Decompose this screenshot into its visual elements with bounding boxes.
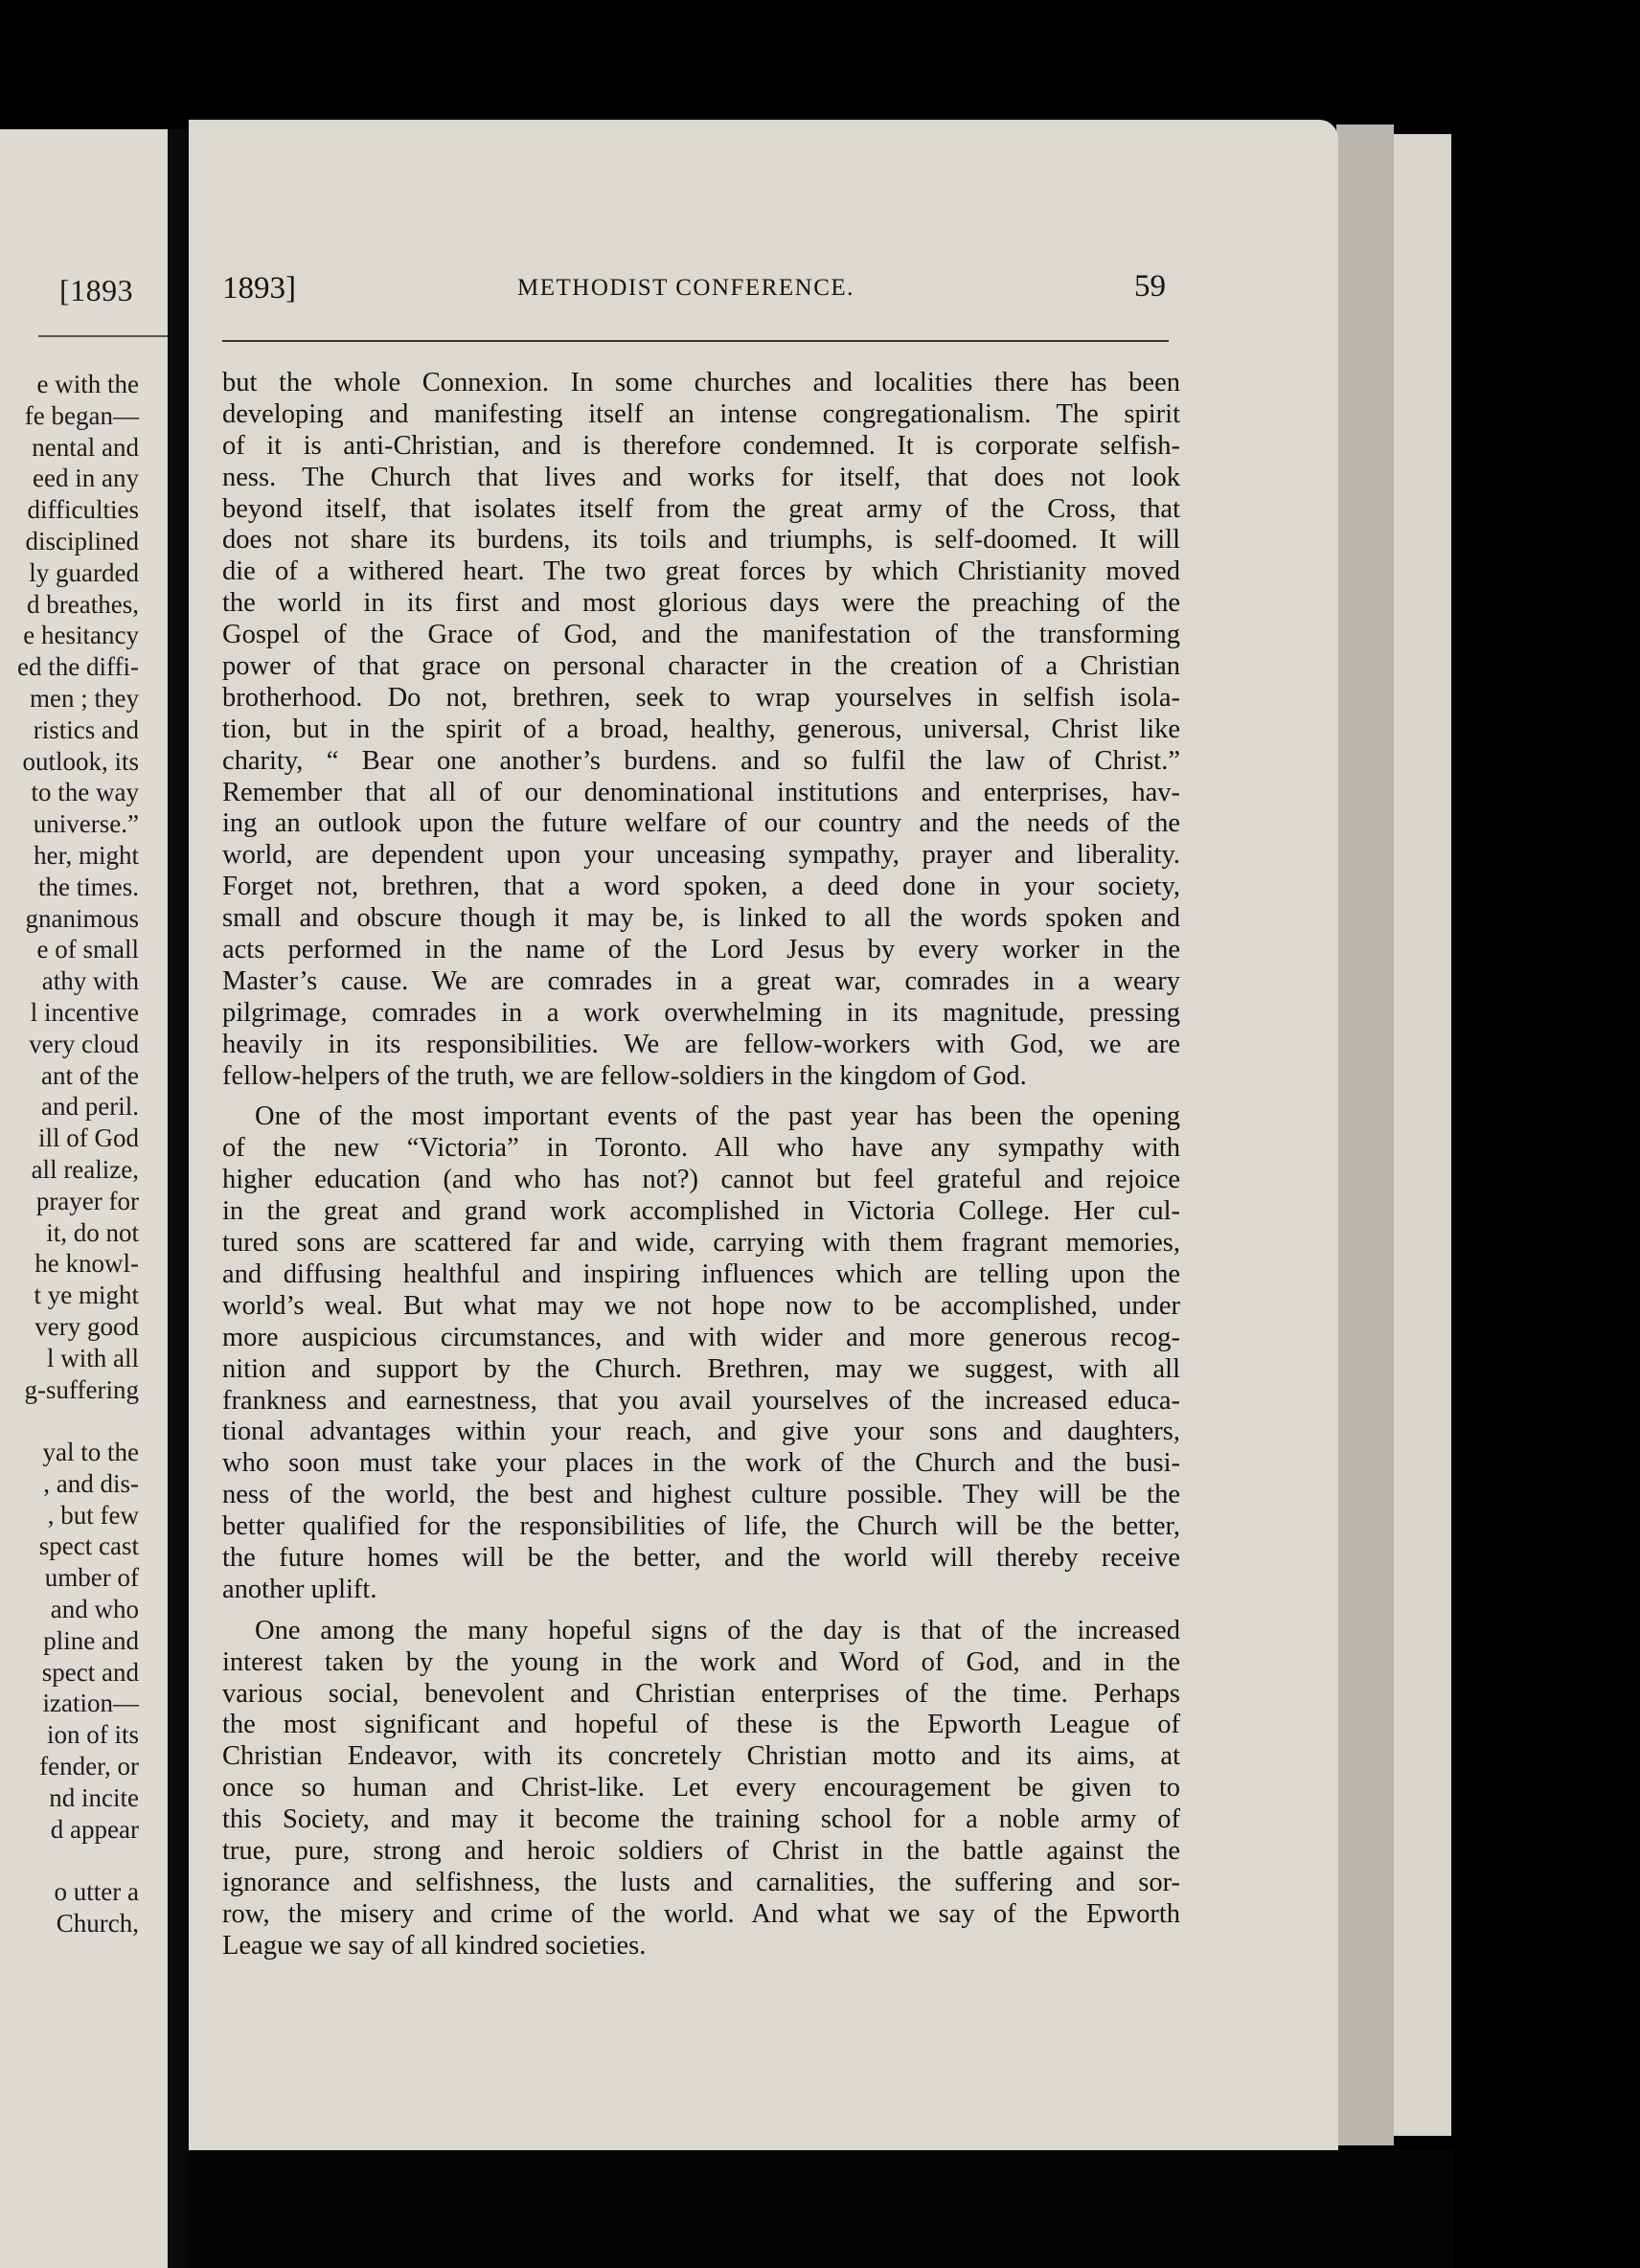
facing-page-line: ant of the [41,1060,139,1090]
facing-page-line: he knowl- [34,1249,139,1279]
text-line: One among the many hopeful signs of the day is that of the increased [255,1615,1180,1645]
text-line: of it is anti-Christian, and is therefore condemned. It is corporate selfish- [222,430,1180,461]
text-line: One of the most important events of the past year has been the opening [255,1101,1180,1132]
text-line: power of that grace on personal character in the creation of a Christian [222,651,1180,682]
facing-page-line: ed the diffi- [17,652,139,682]
facing-page-line: ly guarded [29,557,139,587]
text-line: world, are dependent upon your unceasing sympathy, prayer and liberality. [222,840,1180,871]
text-line: ness. The Church that lives and works for itself, that does not look [222,462,1180,492]
facing-page-line: very good [34,1311,139,1341]
text-line: the world in its first and most glorious days were the preaching of the [222,588,1180,619]
facing-page-header: [1893 [59,273,134,307]
text-line: more auspicious circumstances, and with wider and more generous recog- [222,1322,1180,1352]
facing-page-line: fender, or [39,1752,139,1781]
book-gutter [168,129,189,2268]
header-rule [222,340,1169,342]
facing-page-line: Church, [56,1909,139,1939]
facing-page-line: gnanimous [25,903,139,933]
text-line: ness of the world, the best and highest culture possible. They will be the [222,1480,1180,1510]
text-line: developing and manifesting itself an intense congregationalism. The spirit [222,398,1180,429]
text-line: Christian Endeavor, with its concretely Christian motto and its aims, at [222,1741,1180,1772]
facing-page-line: ion of its [46,1720,139,1750]
page-number: 59 [1134,269,1166,304]
text-line: tional advantages within your reach, and give your sons and daughters, [222,1417,1180,1447]
text-line: acts performed in the name of the Lord Jesus by every worker in the [222,935,1180,965]
facing-page-line: t ye might [34,1281,139,1310]
text-line: die of a withered heart. The two great forces by which Christianity moved [222,556,1180,587]
facing-page-line: pline and [43,1625,139,1655]
text-line: Remember that all of our denominational institutions and enterprises, hav- [222,777,1180,807]
text-line: tured sons are scattered far and wide, carrying with them fragrant memories, [222,1228,1180,1259]
facing-page-rule [38,335,168,337]
text-line: ignorance and selfishness, the lusts and carnalities, the suffering and sor- [222,1867,1180,1897]
paragraph [222,1616,1180,1962]
text-line: various social, benevolent and Christian enterprises of the time. Perhaps [222,1678,1180,1709]
text-line: beyond itself, that isolates itself from the great army of the Cross, that [222,493,1180,524]
facing-page-line: d appear [50,1814,139,1844]
facing-page-line: ization— [42,1689,139,1718]
paragraph [222,368,1180,1092]
text-line: ing an outlook upon the future welfare of our country and the needs of the [222,808,1180,839]
facing-page-line: e of small [36,935,139,964]
facing-page-line: e hesitancy [23,621,139,650]
text-line: small and obscure though it may be, is linked to all the words spoken and [222,903,1180,934]
text-line: Gospel of the Grace of God, and the manifestation of the transforming [222,620,1180,650]
facing-page-line: umber of [44,1563,139,1593]
facing-page-line: all realize, [31,1154,139,1184]
facing-page-line: her, might [34,840,139,870]
facing-page-line: , and dis- [43,1468,139,1498]
text-line: the future homes will be the better, and the world will thereby receive [222,1542,1180,1573]
facing-page-line: eed in any [33,464,139,493]
facing-page-line: universe.” [33,809,139,839]
text-line: pilgrimage, comrades in a work overwhelming in its magnitude, pressing [222,997,1180,1028]
scan-bottom-edge [189,2150,1453,2268]
text-line: in the great and grand work accomplished in Victoria College. Her cul- [222,1196,1180,1227]
facing-page-line: fe began— [24,400,139,430]
facing-page-line: ristics and [33,714,139,744]
text-line: row, the misery and crime of the world. And what we say of the Epworth [222,1898,1180,1929]
text-line: charity, “ Bear one another’s burdens. and so fulfil the law of Christ.” [222,745,1180,776]
facing-page-line: athy with [41,966,139,996]
facing-page-line: difficulties [27,495,139,525]
facing-page-line: d breathes, [27,589,139,619]
text-line: Master’s cause. We are comrades in a great war, comrades in a weary [222,965,1180,996]
text-line: higher education (and who has not?) cannot but feel grateful and rejoice [222,1165,1180,1195]
facing-page-line: men ; they [30,683,139,713]
text-line: true, pure, strong and heroic soldiers of Christ in the battle against the [222,1835,1180,1866]
facing-page-line: , but few [47,1500,139,1530]
scan-background [1451,0,1640,2268]
text-line: and diffusing healthful and inspiring influences which are telling upon the [222,1259,1180,1289]
facing-page-line [0,1405,139,1437]
facing-page-text [0,369,139,1939]
text-line: League we say of all kindred societies. [222,1930,647,1961]
text-line: nition and support by the Church. Brethren, may we suggest, with all [222,1353,1180,1384]
facing-page-line: spect cast [38,1531,139,1561]
facing-page-line: and who [50,1595,139,1624]
text-line: tion, but in the spirit of a broad, healthy, generous, universal, Christ like [222,714,1180,744]
text-line: this Society, and may it become the training school for a noble army of [222,1804,1180,1835]
facing-page-line: outlook, its [22,746,139,776]
text-line: frankness and earnestness, that you avail yourselves of the increased educa- [222,1385,1180,1416]
page-stack-edge [1394,134,1451,2136]
text-line: but the whole Connexion. In some churches and localities there has been [222,368,1180,397]
paragraph [222,1101,1180,1605]
facing-page-line: the times. [38,872,139,901]
facing-page [0,129,168,2268]
facing-page-line: nd incite [49,1782,139,1812]
running-header [222,271,1180,313]
facing-page-line: o utter a [54,1877,139,1907]
facing-page-line: g-suffering [24,1374,139,1404]
facing-page-line: l incentive [30,997,139,1027]
facing-page-line: to the way [31,778,139,807]
facing-page-line: it, do not [46,1217,139,1247]
page-edge-shadow [1336,125,1394,2145]
paragraph-gap [222,1606,1180,1616]
facing-page-line [0,1845,139,1876]
body-text [222,368,1180,1962]
facing-page-line: prayer for [35,1186,139,1215]
text-line: who soon must take your places in the work of the Church and the busi- [222,1448,1180,1479]
header-year: 1893] [222,271,296,306]
facing-page-line: nental and [32,432,139,462]
header-title: METHODIST CONFERENCE. [517,275,854,301]
facing-page-line: ill of God [38,1123,139,1153]
facing-page-line: and peril. [41,1092,139,1122]
text-line: another uplift. [222,1574,377,1604]
text-line: interest taken by the young in the work and Word of God, and in the [222,1646,1180,1677]
facing-page-line: l with all [47,1343,139,1372]
text-line: Forget not, brethren, that a word spoken, a deed done in your society, [222,872,1180,902]
text-line: heavily in its responsibilities. We are fellow-workers with God, we are [222,1029,1180,1059]
paragraph-gap [222,1092,1180,1101]
text-line: world’s weal. But what may we not hope now to be accomplished, under [222,1290,1180,1321]
text-line: of the new “Victoria” in Toronto. All who have any sympathy with [222,1133,1180,1164]
text-line: once so human and Christ-like. Let every encouragement be given to [222,1773,1180,1803]
text-line: the most significant and hopeful of these is the Epworth League of [222,1710,1180,1740]
facing-page-line: very cloud [29,1029,139,1058]
facing-page-line: e with the [36,370,139,398]
text-line: better qualified for the responsibilities of life, the Church will be the better, [222,1511,1180,1542]
facing-page-line: spect and [41,1657,139,1687]
facing-page-line: disciplined [25,526,139,556]
text-line: does not share its burdens, its toils and triumphs, is self-doomed. It will [222,525,1180,556]
text-line: brotherhood. Do not, brethren, seek to wrap yourselves in selfish isola- [222,682,1180,713]
text-line: fellow-helpers of the truth, we are fellow-soldiers in the kingdom of God. [222,1060,1027,1091]
facing-page-line: yal to the [42,1438,139,1467]
